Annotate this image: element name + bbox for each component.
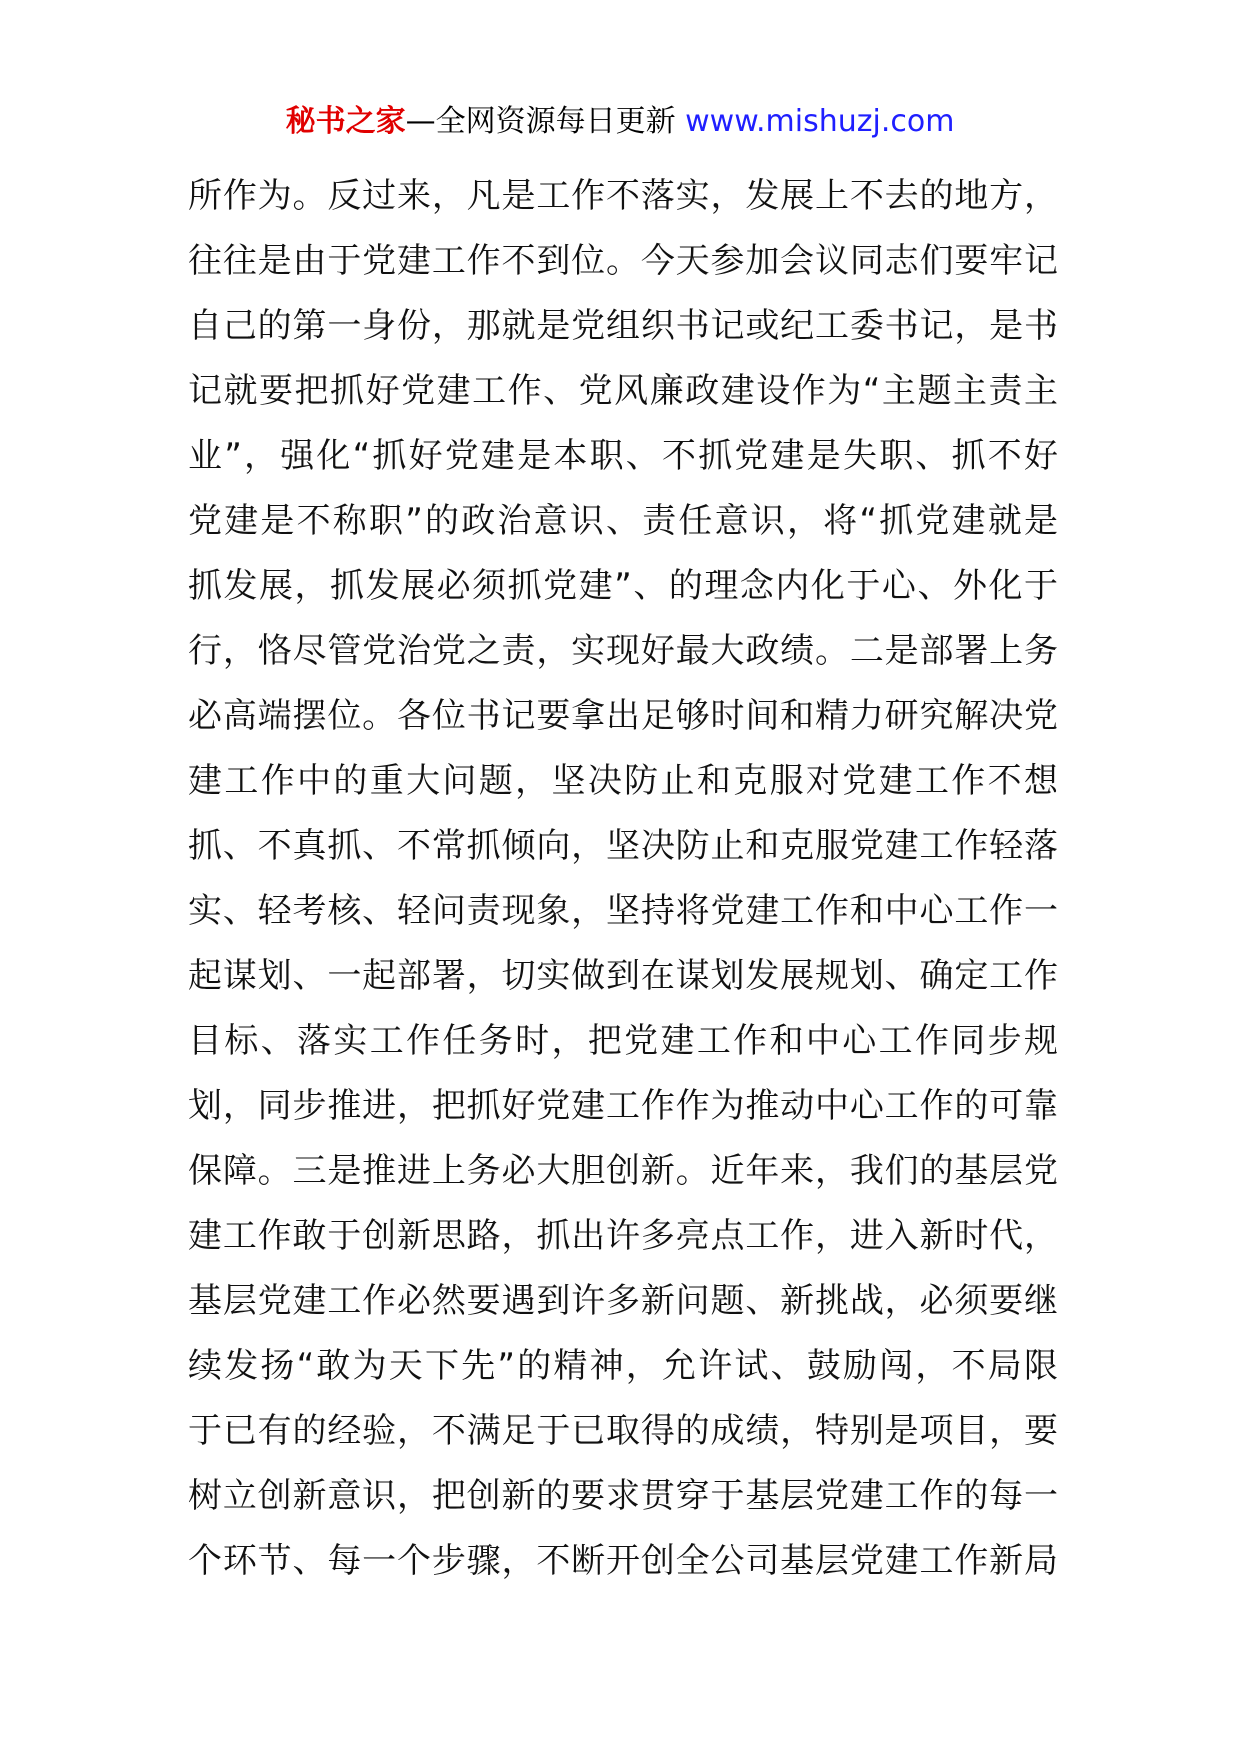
body-line: 自己的第一身份，那就是党组织书记或纪工委书记，是书 xyxy=(188,306,1058,346)
body-line: 起谋划、一起部署，切实做到在谋划发展规划、确定工作 xyxy=(188,956,1058,996)
body-line: 党建是不称职”的政治意识、责任意识，将“抓党建就是 xyxy=(188,501,1058,541)
site-tagline: —全网资源每日更新 xyxy=(405,104,686,139)
body-line: 划，同步推进，把抓好党建工作作为推动中心工作的可靠 xyxy=(188,1086,1058,1126)
body-line: 基层党建工作必然要遇到许多新问题、新挑战，必须要继 xyxy=(188,1281,1058,1321)
body-line: 于已有的经验，不满足于已取得的成绩，特别是项目，要 xyxy=(188,1411,1058,1451)
body-line: 往往是由于党建工作不到位。今天参加会议同志们要牢记 xyxy=(188,241,1058,281)
site-name: 秘书之家 xyxy=(285,104,406,139)
body-line: 实、轻考核、轻问责现象，坚持将党建工作和中心工作一 xyxy=(188,891,1058,931)
body-line: 行，恪尽管党治党之责，实现好最大政绩。二是部署上务 xyxy=(188,631,1058,671)
body-line: 树立创新意识，把创新的要求贯穿于基层党建工作的每一 xyxy=(188,1476,1058,1516)
site-url-link[interactable]: www.mishuzj.com xyxy=(685,104,955,139)
body-line: 所作为。反过来，凡是工作不落实，发展上不去的地方， xyxy=(188,176,1058,216)
body-text xyxy=(188,164,1058,1594)
body-line: 保障。三是推进上务必大胆创新。近年来，我们的基层党 xyxy=(188,1151,1058,1191)
body-line: 抓、不真抓、不常抓倾向，坚决防止和克服党建工作轻落 xyxy=(188,826,1058,866)
body-line: 必高端摆位。各位书记要拿出足够时间和精力研究解决党 xyxy=(188,696,1058,736)
body-line: 抓发展，抓发展必须抓党建”、的理念内化于心、外化于 xyxy=(188,566,1058,606)
body-line: 建工作中的重大问题，坚决防止和克服对党建工作不想 xyxy=(188,761,1058,801)
body-line: 个环节、每一个步骤，不断开创全公司基层党建工作新局 xyxy=(188,1541,1058,1581)
body-line: 业”，强化“抓好党建是本职、不抓党建是失职、抓不好 xyxy=(188,436,1058,476)
body-line: 目标、落实工作任务时，把党建工作和中心工作同步规 xyxy=(188,1021,1058,1061)
body-line: 续发扬“敢为天下先”的精神，允许试、鼓励闯，不局限 xyxy=(188,1346,1058,1386)
body-line: 记就要把抓好党建工作、党风廉政建设作为“主题主责主 xyxy=(188,371,1058,411)
body-line: 建工作敢于创新思路，抓出许多亮点工作，进入新时代， xyxy=(188,1216,1058,1256)
site-header xyxy=(0,100,1240,144)
